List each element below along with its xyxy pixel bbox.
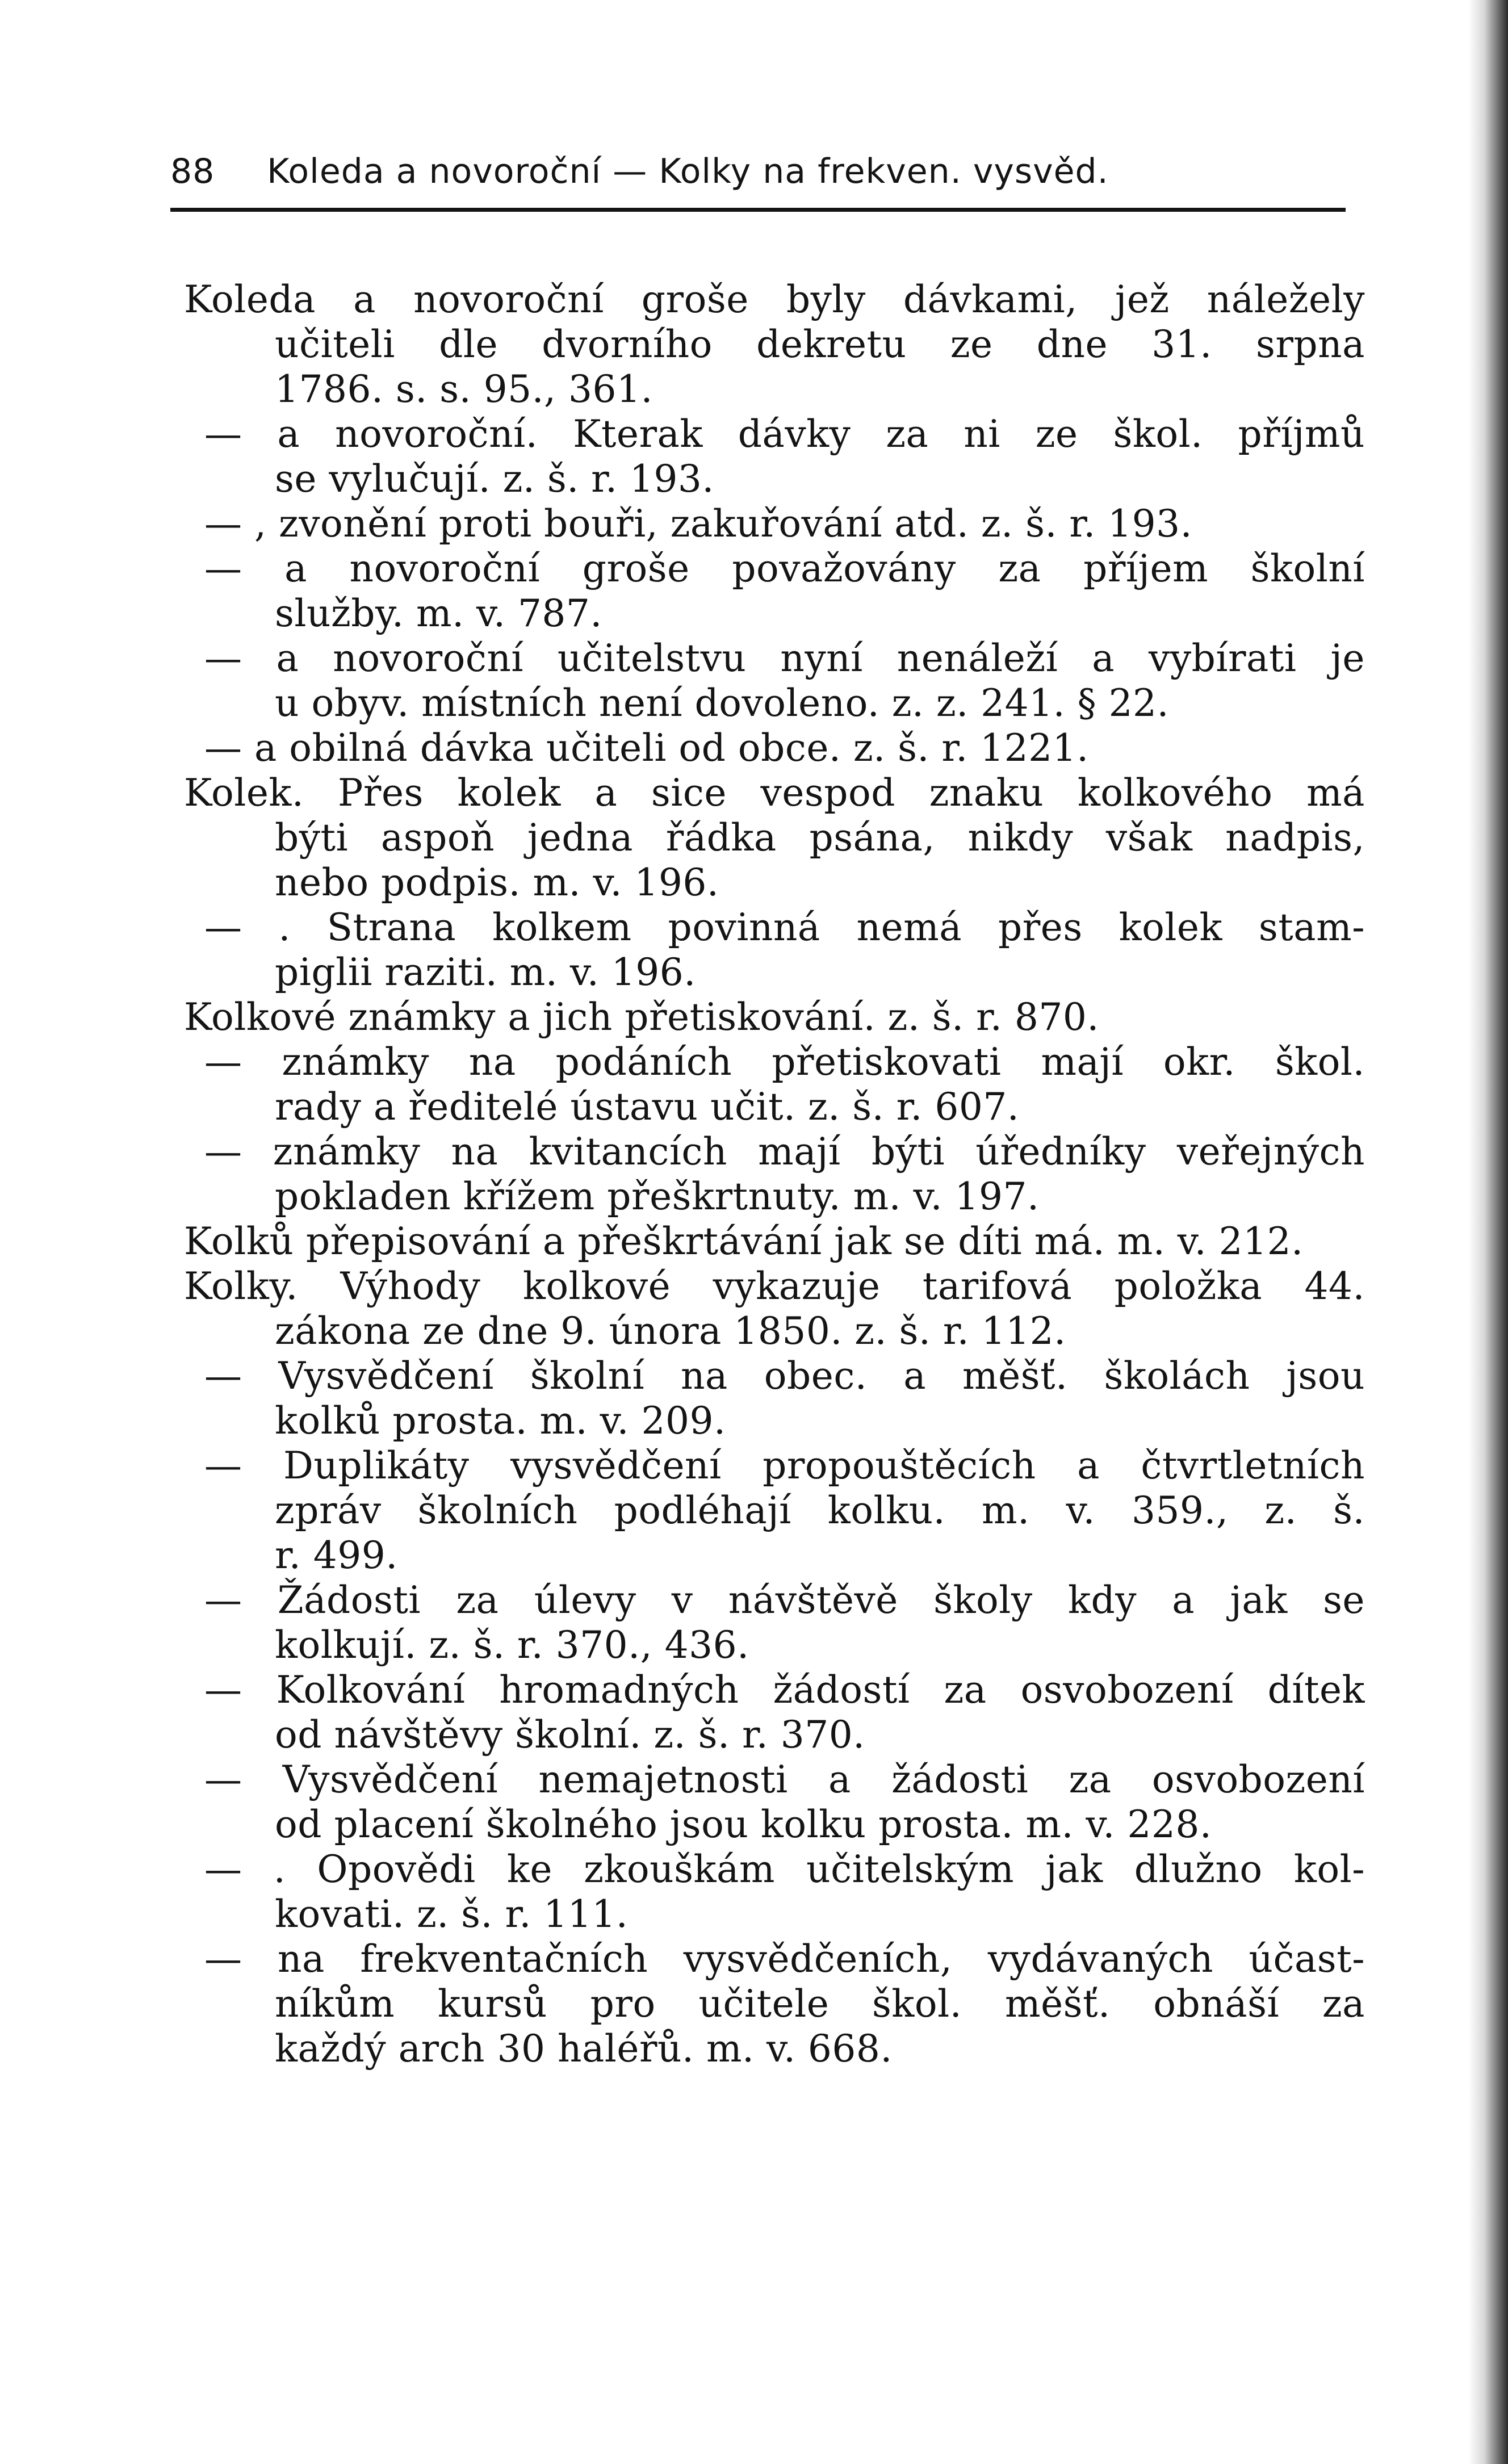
entry-line: býti aspoň jedna řádka psána, nikdy však nadpis, xyxy=(275,816,1365,860)
entry-line: — . Strana kolkem povinná nemá přes kolek stam- xyxy=(204,906,1365,949)
index-entry xyxy=(184,995,1365,1040)
entry-line: od placení školného jsou kolku prosta. m. v. 228. xyxy=(275,1803,1212,1846)
entry-line: se vylučují. z. š. r. 193. xyxy=(275,457,714,501)
entry-line: pokladen křížem přeškrtnuty. m. v. 197. xyxy=(275,1175,1040,1218)
entry-line: r. 499. xyxy=(275,1533,398,1577)
index-subentry xyxy=(184,412,1365,501)
index-entries xyxy=(184,277,1365,2071)
index-subentry xyxy=(184,1129,1365,1219)
running-title: Koleda a novoroční — Kolky na frekven. vysvěd. xyxy=(267,152,1109,191)
index-entry xyxy=(184,1264,1365,1353)
index-subentry xyxy=(184,501,1365,546)
entry-line: kovati. z. š. r. 111. xyxy=(275,1892,629,1936)
entry-line: Kolky. Výhody kolkové vykazuje tarifová položka 44. xyxy=(184,1264,1365,1308)
entry-line: zákona ze dne 9. února 1850. z. š. r. 112. xyxy=(275,1309,1066,1353)
entry-line: u obyv. místních není dovoleno. z. z. 241. § 22. xyxy=(275,681,1170,725)
entry-line: od návštěvy školní. z. š. r. 370. xyxy=(275,1713,865,1757)
header-rule xyxy=(170,208,1346,212)
index-subentry xyxy=(184,1667,1365,1757)
entry-line: piglii raziti. m. v. 196. xyxy=(275,950,696,994)
index-subentry xyxy=(184,546,1365,636)
entry-line: — . Opovědi ke zkouškám učitelským jak dlužno kol- xyxy=(204,1847,1365,1891)
entry-line: — známky na kvitancích mají býti úředníky veřejných xyxy=(204,1130,1365,1174)
index-entry xyxy=(184,770,1365,905)
running-head xyxy=(170,149,1363,194)
entry-line: učiteli dle dvorního dekretu ze dne 31. srpna xyxy=(275,322,1365,366)
index-subentry xyxy=(184,1443,1365,1578)
entry-line: zpráv školních podléhají kolku. m. v. 359., z. š. xyxy=(275,1489,1365,1532)
index-entry xyxy=(184,1219,1365,1264)
entry-line: — Žádosti za úlevy v návštěvě školy kdy a jak se xyxy=(204,1578,1365,1622)
entry-line: služby. m. v. 787. xyxy=(275,592,602,635)
page-number: 88 xyxy=(170,152,215,191)
entry-line: — a obilná dávka učiteli od obce. z. š. r. 1221. xyxy=(204,726,1089,770)
entry-line: — Vysvědčení nemajetnosti a žádosti za osvobození xyxy=(204,1758,1365,1801)
entry-line: níkům kursů pro učitele škol. měšť. obnáší za xyxy=(275,1982,1365,2026)
index-subentry xyxy=(184,1040,1365,1129)
entry-line: nebo podpis. m. v. 196. xyxy=(275,861,719,904)
index-subentry xyxy=(184,1757,1365,1847)
entry-line: — , zvonění proti bouři, zakuřování atd. z. š. r. 193. xyxy=(204,502,1193,546)
entry-line: — a novoroční groše považovány za příjem školní xyxy=(204,547,1365,590)
entry-line: rady a ředitelé ústavu učit. z. š. r. 607. xyxy=(275,1085,1020,1129)
entry-line: 1786. s. s. 95., 361. xyxy=(275,367,653,411)
index-subentry xyxy=(184,1578,1365,1667)
index-subentry xyxy=(184,1847,1365,1937)
index-entry xyxy=(184,277,1365,412)
entry-line: — Vysvědčení školní na obec. a měšť. školách jsou xyxy=(204,1354,1365,1398)
entry-line: Koleda a novoroční groše byly dávkami, jež náležely xyxy=(184,278,1365,321)
entry-line: kolků prosta. m. v. 209. xyxy=(275,1399,726,1443)
page-edge-shadow xyxy=(1468,0,1508,2464)
index-subentry xyxy=(184,1353,1365,1443)
entry-line: každý arch 30 haléřů. m. v. 668. xyxy=(275,2027,893,2071)
entry-line: Kolků přepisování a přeškrtávání jak se díti má. m. v. 212. xyxy=(184,1220,1304,1263)
index-subentry xyxy=(184,1937,1365,2071)
index-subentry xyxy=(184,905,1365,995)
entry-line: — na frekventačních vysvědčeních, vydávaných účast- xyxy=(204,1937,1365,1981)
entry-line: — Kolkování hromadných žádostí za osvobození dítek xyxy=(204,1668,1365,1712)
entry-line: — a novoroční učitelstvu nyní nenáleží a vybírati je xyxy=(204,636,1365,680)
entry-line: — Duplikáty vysvědčení propouštěcích a čtvrtletních xyxy=(204,1444,1365,1487)
entry-line: kolkují. z. š. r. 370., 436. xyxy=(275,1623,749,1667)
entry-line: Kolek. Přes kolek a sice vespod znaku kolkového má xyxy=(184,771,1365,815)
entry-line: — známky na podáních přetiskovati mají okr. škol. xyxy=(204,1040,1365,1084)
entry-line: Kolkové známky a jich přetiskování. z. š. r. 870. xyxy=(184,995,1099,1039)
entry-line: — a novoroční. Kterak dávky za ni ze škol. příjmů xyxy=(204,412,1365,456)
index-subentry xyxy=(184,636,1365,726)
index-subentry xyxy=(184,726,1365,770)
